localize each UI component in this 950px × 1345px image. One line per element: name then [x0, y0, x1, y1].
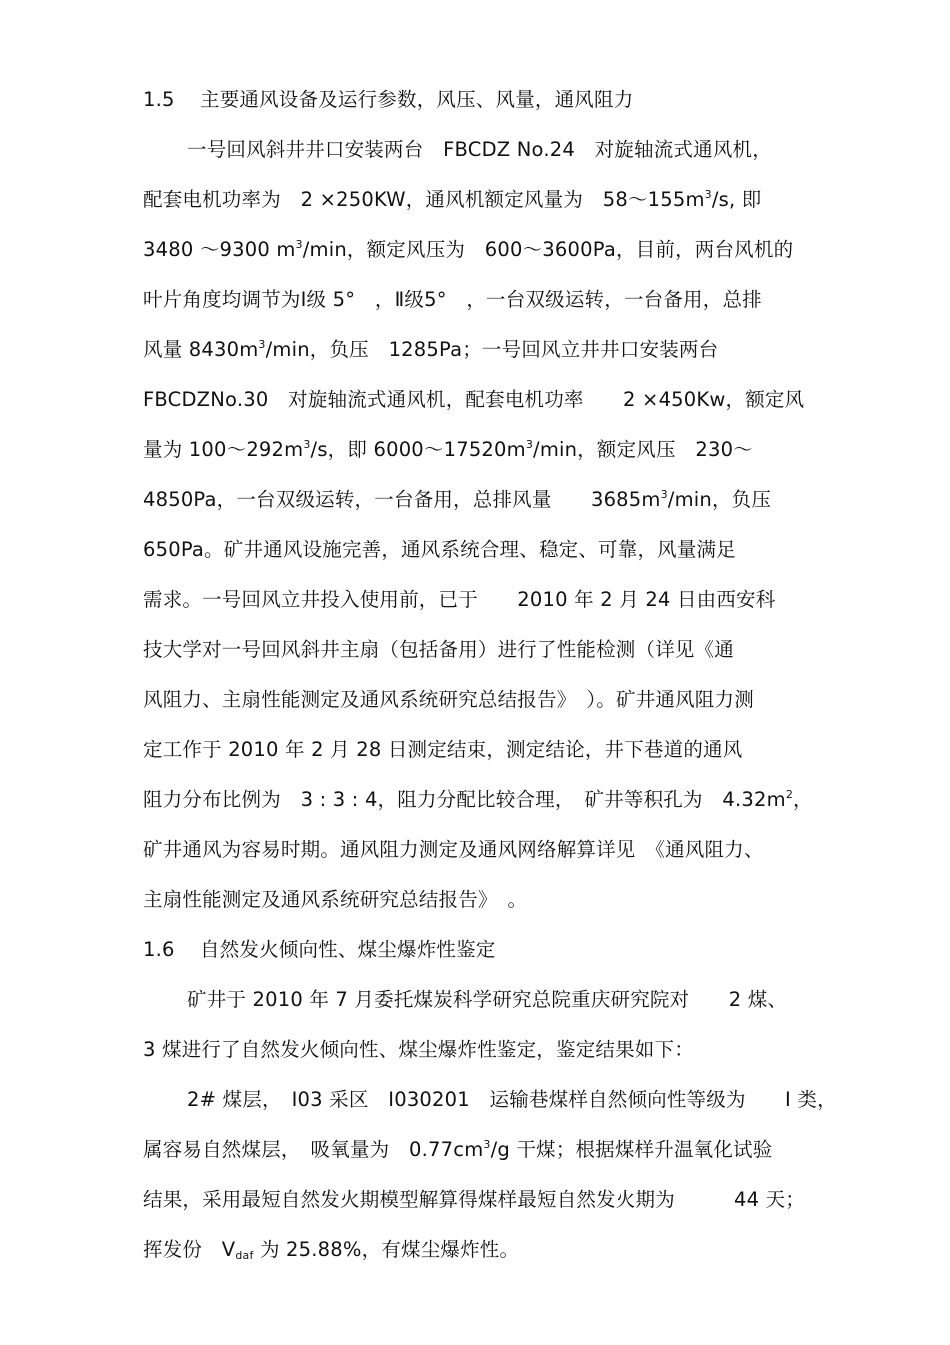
paragraph-line: 3480 ～9300 $m^3/\min$，额定风压为 600～3600Pa，目前，两台风机的 [143, 238, 794, 261]
paragraph-line: 矿井通风为容易时期。通风阻力测定及通风网络解算详见 《通风阻力、 [143, 838, 764, 861]
paragraph-line: 挥发份 $V_{daf}$ 为 25.88%，有煤尘爆炸性。 [143, 1238, 520, 1262]
section-number: 1.6 [143, 938, 175, 961]
section-title: 主要通风设备及运行参数，风压、风量，通风阻力 [200, 88, 634, 111]
paragraph-line: 叶片角度均调节为Ⅰ级 5° ，Ⅱ级5° ，一台双级运转，一台备用，总排 [143, 288, 762, 311]
paragraph-line: FBCDZNo.30 对旋轴流式通风机，配套电机功率 2 ×450Kw，额定风 [143, 388, 805, 411]
paragraph-line: 4850Pa，一台双级运转，一台备用，总排风量 $3685m^3/\min$，负压 [143, 488, 772, 511]
paragraph-line: 矿井于 2010 年 7 月委托煤炭科学研究总院重庆研究院对 2 煤、 [187, 988, 788, 1011]
paragraph-line: 技大学对一号回风斜井主扇（包括备用）进行了性能检测（详见《通 [143, 638, 735, 661]
paragraph-line: 需求。一号回风立井投入使用前，已于 2010 年 2 月 24 日由西安科 [143, 588, 776, 611]
paragraph-line: 风量 $8430m^3/\min$，负压 1285Pa；一号回风立井井口安装两台 [143, 338, 719, 361]
paragraph-line: 主扇性能测定及通风系统研究总结报告》 。 [143, 888, 528, 911]
section-heading-1-6 [143, 936, 496, 964]
paragraph-line: 属容易自然煤层， 吸氧量为 $0.77cm^3/g$ 干煤；根据煤样升温氧化试验 [143, 1138, 773, 1161]
section-heading-1-5 [143, 86, 633, 114]
paragraph-line: 650Pa。矿井通风设施完善，通风系统合理、稳定、可靠，风量满足 [143, 538, 736, 561]
paragraph-line: 结果，采用最短自然发火期模型解算得煤样最短自然发火期为 44 天； [143, 1188, 806, 1211]
section-title: 自然发火倾向性、煤尘爆炸性鉴定 [200, 938, 496, 961]
paragraph-line: 3 煤进行了自然发火倾向性、煤尘爆炸性鉴定，鉴定结果如下： [143, 1038, 694, 1061]
paragraph-line: 量为 $100\sim 292m^3/s$，即 $6000\sim 17520m^3/\min$，额定风压 230～ [143, 438, 753, 461]
paragraph-line: 一号回风斜井井口安装两台 FBCDZ No.24 对旋轴流式通风机， [187, 138, 772, 161]
paragraph-line: 定工作于 2010 年 2 月 28 日测定结束，测定结论，井下巷道的通风 [143, 738, 743, 761]
paragraph-line: 配套电机功率为 2 ×250KW，通风机额定风量为 $58\sim 155m^3/s$, 即 [143, 188, 762, 211]
section-number: 1.5 [143, 88, 175, 111]
paragraph-line: 阻力分布比例为 3 : 3 : 4，阻力分配比较合理， 矿井等积孔为 $4.32m^2$， [143, 788, 813, 811]
paragraph-line: 2# 煤层， I03 采区 I030201 运输巷煤样自然倾向性等级为 I 类， [187, 1088, 837, 1111]
paragraph-line: 风阻力、主扇性能测定及通风系统研究总结报告》 ）。矿井通风阻力测 [143, 688, 754, 711]
